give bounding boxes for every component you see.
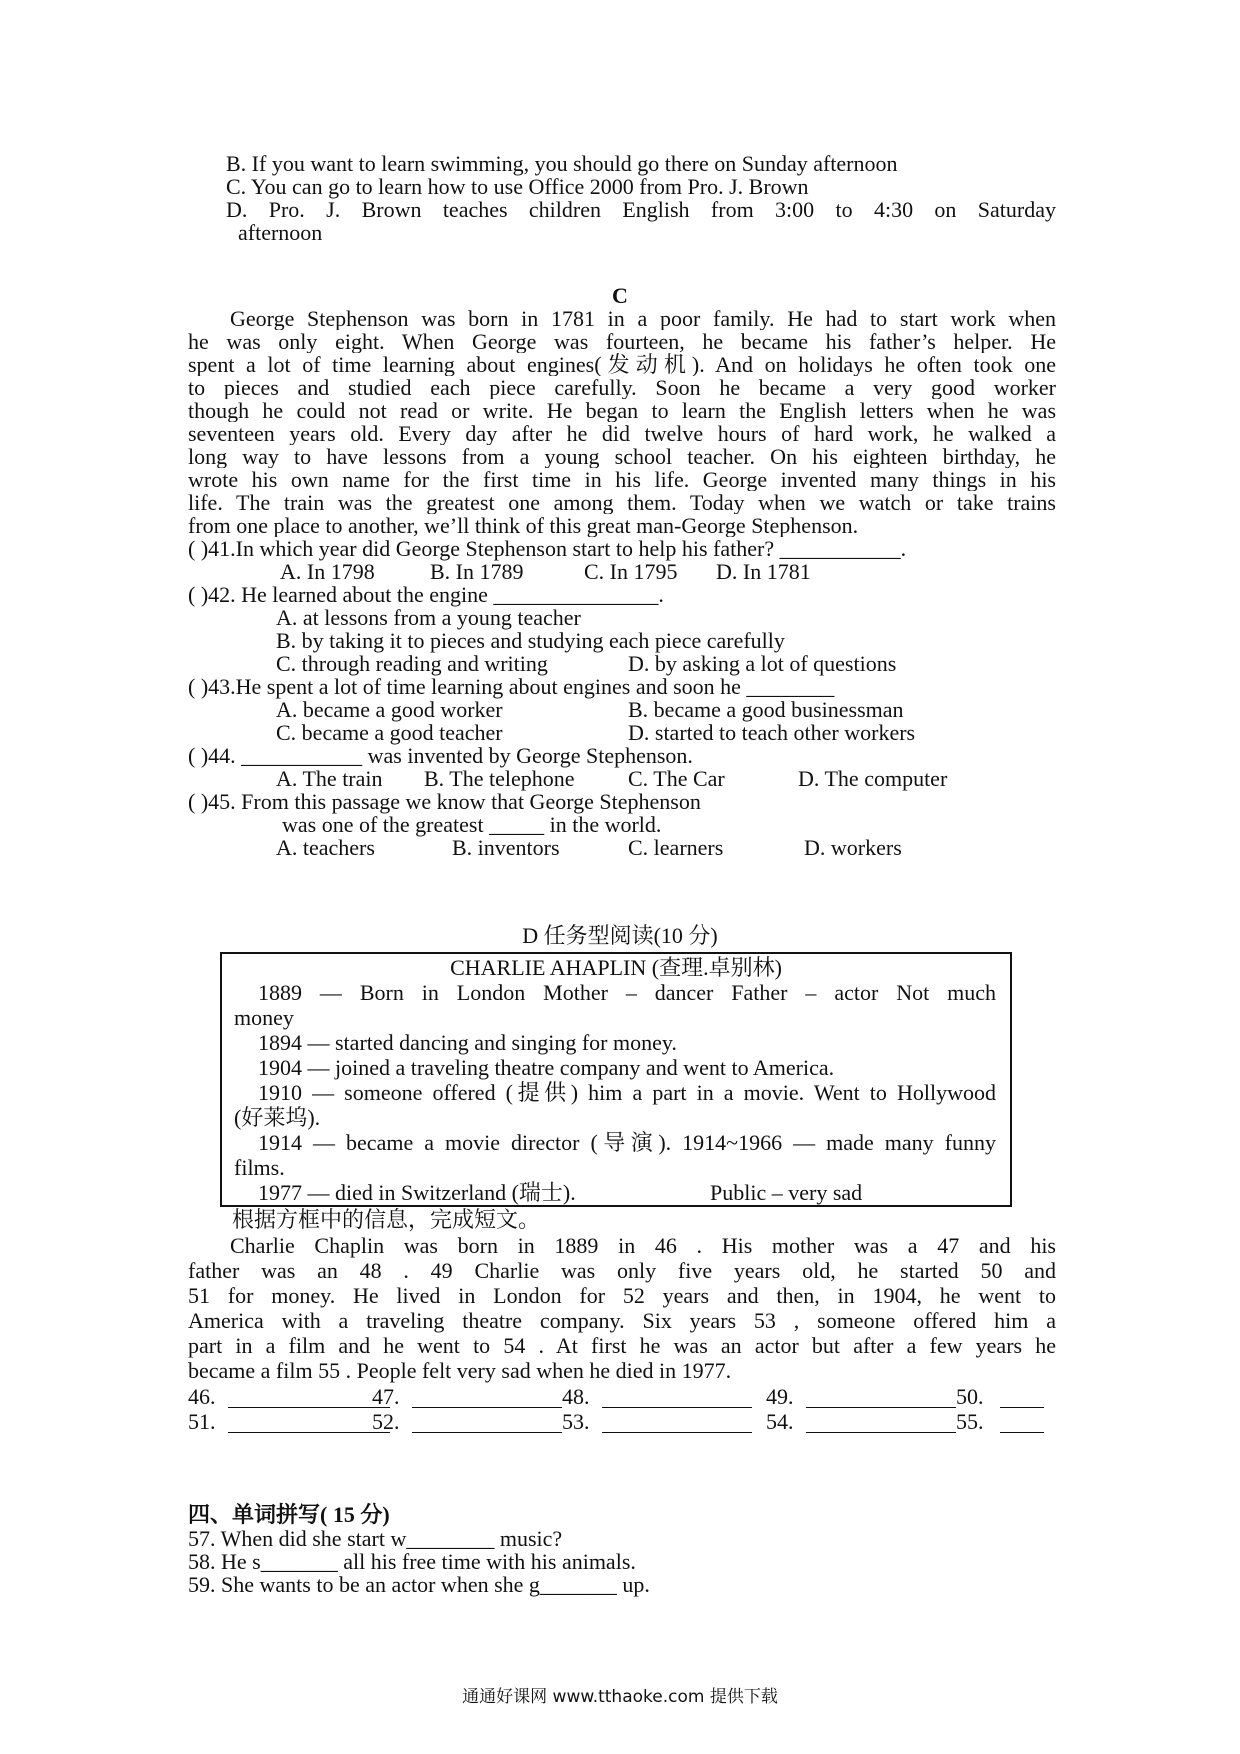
cloze-line: 51 for money. He lived in London for 52 years and then, in 1904, he went to (188, 1283, 1056, 1308)
answer-number: 46. (188, 1384, 216, 1409)
instruction: 根据方框中的信息，完成短文。 (232, 1207, 541, 1232)
question-41: ( )41.In which year did George Stephenson start to help his father? ___________. (188, 536, 907, 561)
q44-option: C. The Car (628, 766, 725, 791)
q43-option: C. became a good teacher (276, 720, 503, 745)
info-box (220, 952, 1012, 1207)
q44-option: D. The computer (798, 766, 948, 791)
answer-blank[interactable] (1000, 1410, 1044, 1433)
cloze-line: Charlie Chaplin was born in 1889 in 46 . His mother was a 47 and his (230, 1233, 1056, 1258)
passage-line: he was only eight. When George was fourteen, he became his father’s helper. He (188, 330, 1056, 353)
passage-line: though he could not read or write. He began to learn the English letters when he was (188, 399, 1056, 422)
cloze-line: part in a film and he went to 54 . At first he was an actor but after a few years he (188, 1333, 1056, 1358)
question-45-continued: was one of the greatest _____ in the world. (282, 812, 662, 837)
section-c-title: C (612, 283, 628, 308)
passage-line: to pieces and studied each piece carefully. Soon he became a very good worker (188, 376, 1056, 399)
answer-blank[interactable] (412, 1385, 562, 1408)
answer-blank[interactable] (412, 1410, 562, 1433)
answer-number: 54. (766, 1409, 794, 1434)
section-d-title: D 任务型阅读(10 分) (522, 923, 718, 948)
question-44: ( )44. ___________ was invented by George Stephenson. (188, 743, 693, 768)
answer-blank[interactable] (602, 1410, 752, 1433)
passage-line: spent a lot of time learning about engines(发动机). And on holidays he often took one (188, 353, 1056, 376)
box-line: 1977 — died in Switzerland (瑞士). (258, 1180, 576, 1205)
answer-number: 48. (562, 1384, 590, 1409)
answer-number: 47. (372, 1384, 400, 1409)
q44-option: A. The train (276, 766, 383, 791)
q41-option: C. In 1795 (584, 559, 678, 584)
q41-option: B. In 1789 (430, 559, 524, 584)
answer-blank[interactable] (806, 1385, 956, 1408)
question-42: ( )42. He learned about the engine _______________. (188, 582, 664, 607)
q41-option: A. In 1798 (280, 559, 375, 584)
option-d-line: D. Pro. J. Brown teaches children English from 3:00 to 4:30 on Saturday (226, 197, 1056, 222)
box-line: money (234, 1005, 294, 1030)
section-4-title: 四、单词拼写( 15 分) (188, 1502, 390, 1527)
answer-number: 53. (562, 1409, 590, 1434)
spelling-item-58: 58. He s_______ all his free time with his animals. (188, 1549, 636, 1574)
passage-line: seventeen years old. Every day after he did twelve hours of hard work, he walked a (188, 422, 1056, 445)
box-line: 1910 — someone offered (提供) him a part in a movie. Went to Hollywood (258, 1080, 996, 1105)
passage-line: from one place to another, we’ll think of this great man-George Stephenson. (188, 514, 859, 537)
cloze-passage (188, 1233, 1056, 1383)
q43-option: A. became a good worker (276, 697, 503, 722)
box-title: CHARLIE AHAPLIN (查理.卓别林) (450, 955, 782, 980)
q42-option: D. by asking a lot of questions (628, 651, 897, 676)
q45-option: D. workers (804, 835, 902, 860)
q42-option: B. by taking it to pieces and studying each piece carefully (276, 628, 785, 653)
q42-option: C. through reading and writing (276, 651, 548, 676)
answer-number: 49. (766, 1384, 794, 1409)
answer-blank[interactable] (228, 1410, 390, 1433)
answer-number: 52. (372, 1409, 400, 1434)
option-c-line: C. You can go to learn how to use Office 2000 from Pro. J. Brown (226, 174, 809, 199)
answer-blank[interactable] (806, 1410, 956, 1433)
box-line: 1889 — Born in London Mother – dancer Father – actor Not much (258, 980, 996, 1005)
spelling-item-57: 57. When did she start w________ music? (188, 1526, 563, 1551)
answer-number: 51. (188, 1409, 216, 1434)
cloze-line: father was an 48 . 49 Charlie was only five years old, he started 50 and (188, 1258, 1056, 1283)
passage-line: life. The train was the greatest one among them. Today when we watch or take trains (188, 491, 1056, 514)
passage-line: wrote his own name for the first time in his life. George invented many things in his (188, 468, 1056, 491)
q43-option: B. became a good businessman (628, 697, 904, 722)
q43-option: D. started to teach other workers (628, 720, 916, 745)
passage-line: long way to have lessons from a young school teacher. On his eighteen birthday, he (188, 445, 1056, 468)
passage-line: George Stephenson was born in 1781 in a poor family. He had to start work when (230, 307, 1056, 330)
box-line: 1894 — started dancing and singing for money. (258, 1030, 677, 1055)
q45-option: C. learners (628, 835, 724, 860)
option-b-line: B. If you want to learn swimming, you should go there on Sunday afternoon (226, 151, 898, 176)
spelling-item-59: 59. She wants to be an actor when she g_______ up. (188, 1572, 650, 1597)
answer-number: 50. (956, 1384, 984, 1409)
section-c-passage (188, 307, 1056, 537)
option-d-continuation: afternoon (238, 220, 323, 245)
box-line: 1914 — became a movie director (导演). 1914~1966 — made many funny (258, 1130, 996, 1155)
answer-blank[interactable] (1000, 1385, 1044, 1408)
question-43: ( )43.He spent a lot of time learning about engines and soon he ________ (188, 674, 835, 699)
answer-blank[interactable] (228, 1385, 390, 1408)
q42-option: A. at lessons from a young teacher (276, 605, 581, 630)
cloze-line: America with a traveling theatre company. Six years 53 , someone offered him a (188, 1308, 1056, 1333)
box-line: (好莱坞). (234, 1105, 321, 1130)
answer-row-1 (188, 1385, 1056, 1411)
q44-option: B. The telephone (424, 766, 575, 791)
box-line: Public – very sad (710, 1180, 863, 1205)
answer-blank[interactable] (602, 1385, 752, 1408)
cloze-line: became a film 55 . People felt very sad when he died in 1977. (188, 1358, 732, 1383)
footer-credit: 通通好课网 www.tthaoke.com 提供下载 (462, 1687, 778, 1707)
box-line: films. (234, 1155, 285, 1180)
q41-option: D. In 1781 (716, 559, 811, 584)
box-line: 1904 — joined a traveling theatre company and went to America. (258, 1055, 835, 1080)
q45-option: B. inventors (452, 835, 560, 860)
question-45: ( )45. From this passage we know that George Stephenson (188, 789, 701, 814)
q45-option: A. teachers (276, 835, 375, 860)
answer-row-2 (188, 1410, 1056, 1436)
answer-number: 55. (956, 1409, 984, 1434)
